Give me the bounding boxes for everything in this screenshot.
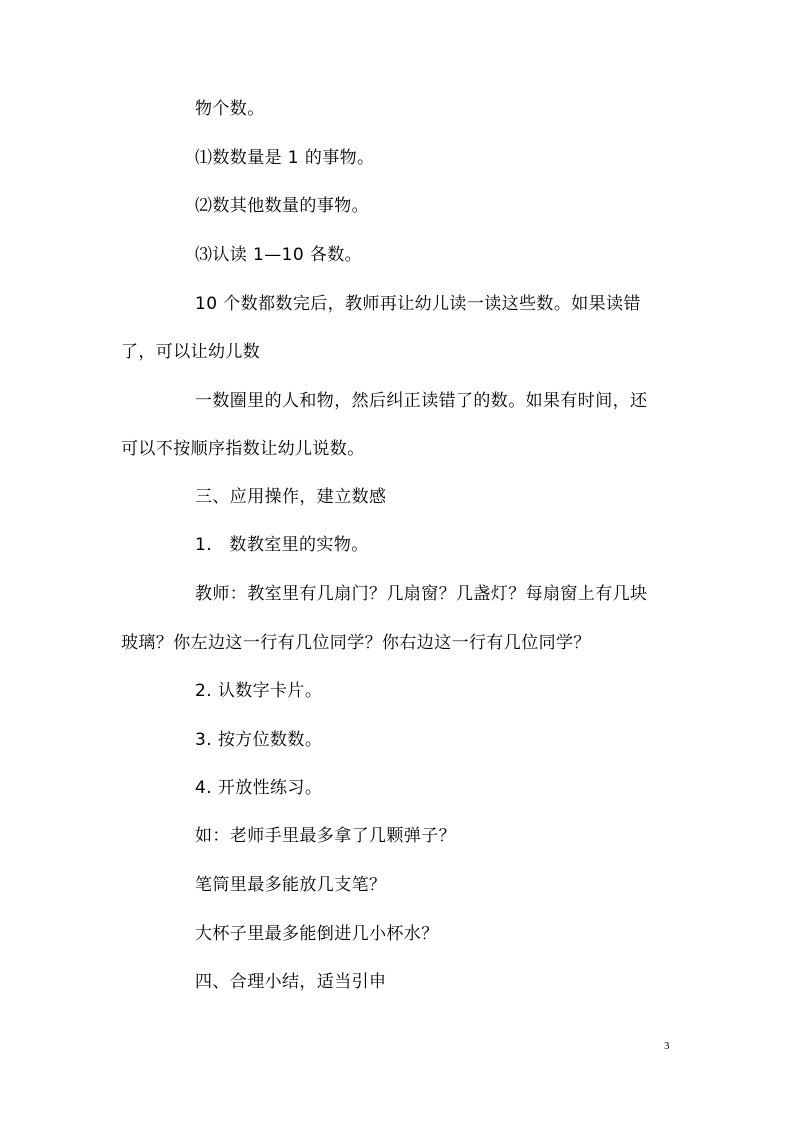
numbered-item: 1. 数教室里的实物。	[195, 535, 369, 555]
text-line: 玻璃？你左边这一行有几位同学？你右边这一行有几位同学？	[121, 633, 591, 653]
text-line: 了，可以让幼儿数	[121, 342, 261, 362]
section-heading: 四、合理小结，适当引申	[195, 972, 387, 992]
text-line: 物个数。	[195, 99, 265, 119]
text-line: 10 个数都数完后，教师再让幼儿读一读这些数。如果读错	[195, 294, 641, 314]
page-number: 3	[664, 1040, 670, 1052]
text-line: 教师：教室里有几扇门？几扇窗？几盏灯？每扇窗上有几块	[195, 584, 648, 604]
text-line: ⑴数数量是 1 的事物。	[195, 148, 375, 168]
text-line: 如：老师手里最多拿了几颗弹子？	[195, 826, 456, 846]
text-line: 可以不按顺序指数让幼儿说数。	[121, 439, 365, 459]
text-line: ⑵数其他数量的事物。	[195, 196, 369, 216]
numbered-item: 3. 按方位数数。	[195, 730, 323, 750]
numbered-item: 2. 认数字卡片。	[195, 681, 323, 701]
text-line: 大杯子里最多能倒进几小杯水？	[195, 924, 439, 944]
numbered-item: 4. 开放性练习。	[195, 778, 323, 798]
text-line: ⑶认读 1—10 各数。	[195, 245, 363, 265]
text-line: 笔筒里最多能放几支笔？	[195, 875, 387, 895]
section-heading: 三、应用操作，建立数感	[195, 487, 387, 507]
text-line: 一数圈里的人和物，然后纠正读错了的数。如果有时间，还	[195, 391, 648, 411]
